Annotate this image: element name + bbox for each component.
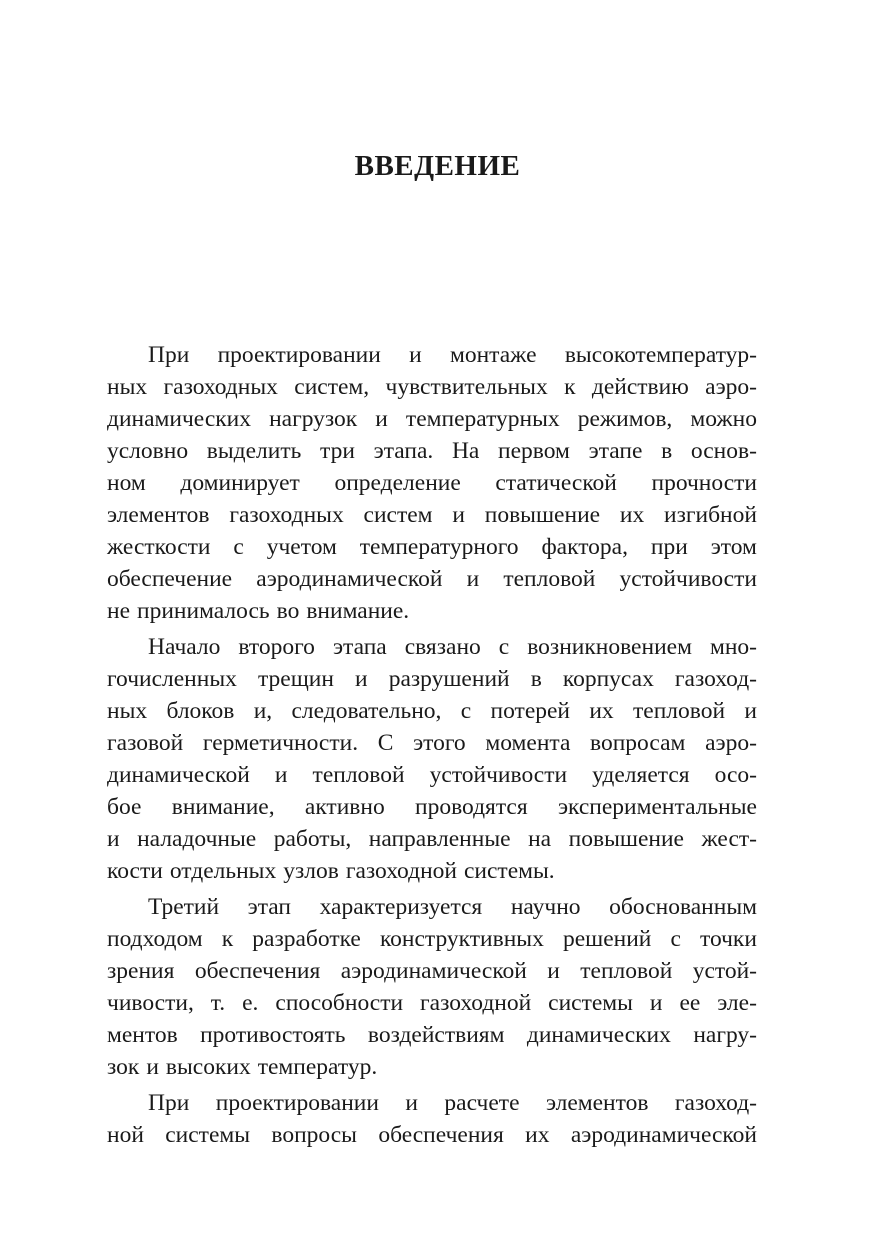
word: прочности [651, 470, 757, 496]
word: их [589, 698, 614, 724]
text-line [107, 403, 757, 435]
word: действию [591, 374, 689, 400]
word: условно [107, 438, 189, 464]
word: повышение [568, 826, 684, 852]
word: вопросы [271, 1122, 357, 1148]
word: узлов [283, 858, 339, 884]
word: доминирует [180, 470, 300, 496]
word: трещин [257, 666, 334, 692]
word: и [547, 958, 560, 984]
text-line [107, 339, 757, 371]
word: системы [548, 990, 633, 1016]
word: аэро- [705, 374, 757, 400]
text-line [107, 695, 757, 727]
word: устойчивости [619, 566, 757, 592]
word: тепловой [312, 762, 405, 788]
word: в [530, 666, 542, 692]
word: аэродинамической [340, 958, 527, 984]
word: аэродинамической [570, 1122, 757, 1148]
word: блоков [166, 698, 235, 724]
word: с [670, 926, 681, 952]
word: воздействиям [367, 1022, 505, 1048]
word: выделить [206, 438, 302, 464]
word: повышение [484, 502, 601, 528]
word: в [661, 438, 673, 464]
word: три [320, 438, 355, 464]
text-line [107, 595, 757, 627]
word: во [276, 598, 300, 624]
text-line [107, 499, 757, 531]
word: внимание. [306, 598, 410, 624]
word: обеспечение [107, 566, 233, 592]
word: вопросам [590, 730, 686, 756]
word: и, [253, 698, 273, 724]
text-line [107, 663, 757, 695]
word: разрушений [388, 666, 510, 692]
text-line [107, 563, 757, 595]
word: газоходной [345, 858, 457, 884]
page-title: ВВЕДЕНИЕ [354, 150, 521, 182]
word: расчете [444, 1090, 520, 1116]
word: способности [275, 990, 404, 1016]
word: и [274, 762, 288, 788]
text-line [107, 1087, 757, 1119]
word: аэро- [705, 730, 757, 756]
word: обоснованным [609, 894, 757, 920]
text-line [107, 631, 757, 663]
word: газоход- [674, 1090, 757, 1116]
word: обеспечения [378, 1122, 504, 1148]
word: и [405, 1090, 418, 1116]
word: и [355, 666, 368, 692]
word: и [649, 990, 663, 1016]
word: чивости, [107, 990, 194, 1016]
word: высоких [165, 1054, 251, 1080]
word: ных [107, 698, 148, 724]
word: элементов [107, 502, 210, 528]
text-line [107, 1119, 757, 1151]
word: проектировании [217, 342, 381, 368]
word: зок [107, 1054, 140, 1080]
word: е. [242, 990, 259, 1016]
word: основ- [690, 438, 757, 464]
word: температур. [257, 1054, 378, 1080]
text-line [107, 467, 757, 499]
word: газоход- [674, 666, 757, 692]
word: уделяется [592, 762, 690, 788]
word: принималось [137, 598, 270, 624]
word: и [466, 566, 480, 592]
word: При [148, 342, 190, 368]
word: характеризуется [319, 894, 483, 920]
word: корпусах [562, 666, 654, 692]
word: ных [107, 374, 148, 400]
word: и [452, 502, 465, 528]
word: конструктивных [379, 926, 544, 952]
word: с [460, 698, 472, 724]
word: температурного [359, 534, 519, 560]
text-line [107, 727, 757, 759]
word: С [377, 730, 394, 756]
word: Третий [148, 894, 220, 920]
word: системы. [463, 858, 555, 884]
word: чувствительных [385, 374, 548, 400]
word: с [233, 534, 244, 560]
word: монтаже [449, 342, 537, 368]
word: экспериментальные [557, 794, 757, 820]
body-text [107, 339, 757, 1151]
word: этапа [332, 634, 387, 660]
word: потерей [490, 698, 571, 724]
word: второго [238, 634, 315, 660]
word: ее [679, 990, 701, 1016]
word: наладочные [137, 826, 257, 852]
word: проводятся [415, 794, 528, 820]
word: внимание, [171, 794, 275, 820]
word: момента [485, 730, 571, 756]
word: этап [247, 894, 291, 920]
word: этом [710, 534, 757, 560]
word: зрения [107, 958, 175, 984]
word: работы, [273, 826, 352, 852]
word: обеспечения [194, 958, 321, 984]
word: ментов [107, 1022, 178, 1048]
word: температурных [405, 406, 560, 432]
word: гочисленных [107, 666, 237, 692]
word: динамических [107, 406, 251, 432]
word: их [525, 1122, 550, 1148]
word: герметичности. [202, 730, 359, 756]
word: высокотемператур- [564, 342, 757, 368]
word: эле- [717, 990, 757, 1016]
word: направленные [368, 826, 511, 852]
word: изгибной [664, 502, 757, 528]
text-line [107, 955, 757, 987]
word: жесткости [107, 534, 211, 560]
text-line [107, 923, 757, 955]
text-line [107, 435, 757, 467]
word: тепловой [580, 958, 673, 984]
word: при [650, 534, 688, 560]
text-line [107, 987, 757, 1019]
word: устойчивости [429, 762, 568, 788]
word: газоходной [420, 990, 532, 1016]
word: мно- [709, 634, 757, 660]
word: нагру- [693, 1022, 757, 1048]
word: решений [562, 926, 652, 952]
word: и [107, 826, 120, 852]
word: не [107, 598, 131, 624]
word: научно [510, 894, 581, 920]
word: ном [107, 470, 146, 496]
text-line [107, 855, 757, 887]
word: к [564, 374, 576, 400]
word: с [498, 634, 510, 660]
word: На [451, 438, 480, 464]
word: динамической [107, 762, 250, 788]
word: газовой [107, 730, 184, 756]
word: возникновением [527, 634, 692, 660]
word: жест- [701, 826, 757, 852]
word: аэродинамической [256, 566, 443, 592]
word: противостоять [200, 1022, 346, 1048]
word: этапе [588, 438, 643, 464]
word: устой- [692, 958, 757, 984]
word: связано [404, 634, 481, 660]
word: режимов, [577, 406, 673, 432]
text-line [107, 531, 757, 563]
word: учетом [266, 534, 337, 560]
word: отдельных [169, 858, 277, 884]
word: осо- [714, 762, 757, 788]
word: газоходных [163, 374, 278, 400]
word: фактора, [541, 534, 628, 560]
word: точки [700, 926, 757, 952]
word: и [744, 698, 757, 724]
text-line [107, 759, 757, 791]
text-line [107, 823, 757, 855]
text-line [107, 1051, 757, 1083]
word: первом [498, 438, 570, 464]
word: активно [304, 794, 385, 820]
word: и [409, 342, 422, 368]
word: тепловой [503, 566, 596, 592]
word: и [375, 406, 388, 432]
word: разработке [252, 926, 361, 952]
word: кости [107, 858, 163, 884]
word: этого [413, 730, 466, 756]
word: систем, [294, 374, 370, 400]
word: этапа. [373, 438, 434, 464]
word: бое [107, 794, 142, 820]
word: газоходных [229, 502, 344, 528]
word: подходом [107, 926, 203, 952]
word: т. [210, 990, 226, 1016]
word: системы [165, 1122, 251, 1148]
word: определение [334, 470, 461, 496]
word: к [221, 926, 234, 952]
text-line [107, 891, 757, 923]
word: статической [495, 470, 617, 496]
word: их [619, 502, 645, 528]
word: ной [107, 1122, 144, 1148]
word: При [148, 1090, 190, 1116]
word: элементов [545, 1090, 649, 1116]
word: Начало [148, 634, 221, 660]
word: и [146, 1054, 159, 1080]
text-line [107, 791, 757, 823]
word: тепловой [633, 698, 726, 724]
text-line [107, 371, 757, 403]
word: проектировании [215, 1090, 379, 1116]
word: следовательно, [291, 698, 442, 724]
text-line [107, 1019, 757, 1051]
word: на [528, 826, 552, 852]
word: нагрузок [269, 406, 358, 432]
word: систем [363, 502, 433, 528]
word: можно [690, 406, 757, 432]
word: динамических [526, 1022, 671, 1048]
